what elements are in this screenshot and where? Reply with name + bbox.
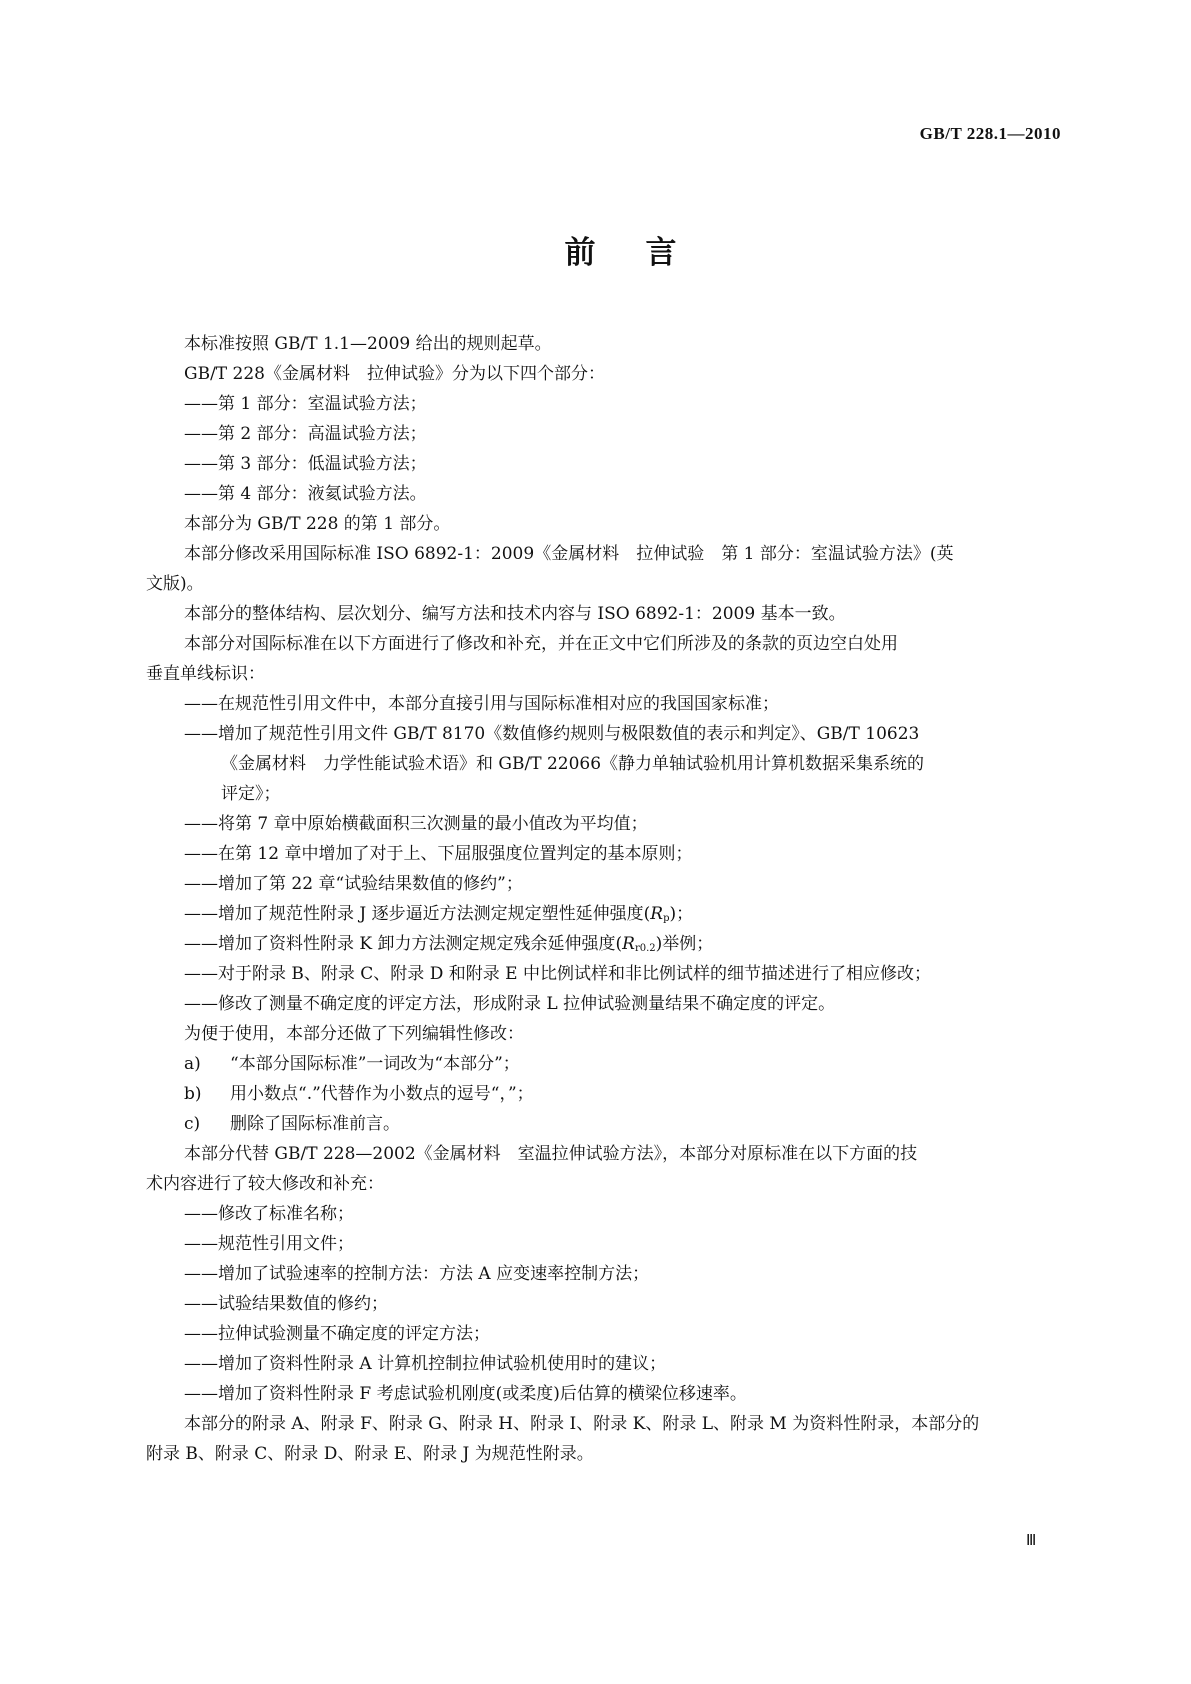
- text-after: )；: [669, 904, 694, 924]
- subscript: r0.2: [634, 943, 656, 954]
- dash-item: [146, 899, 1064, 929]
- list-item: [146, 1079, 1064, 1109]
- dash-item: ——拉伸试验测量不确定度的评定方法；: [184, 1324, 490, 1344]
- paragraph-continuation: 垂直单线标识：: [146, 664, 265, 684]
- list-item-label: a): [184, 1054, 201, 1074]
- paragraph-line: 本部分修改采用国际标准 ISO 6892-1：2009《金属材料 拉伸试验 第 1 部分：室温试验方法》(英: [184, 544, 954, 564]
- list-item-text: “本部分国际标准”一词改为“本部分”；: [230, 1054, 520, 1074]
- dash-item-continuation: 《金属材料 力学性能试验术语》和 GB/T 22066《静力单轴试验机用计算机数据采集系统的: [221, 754, 925, 774]
- document-body: [146, 329, 1064, 1469]
- list-item-text: 用小数点“.”代替作为小数点的逗号“，”；: [230, 1084, 534, 1104]
- dash-item: ——第 4 部分：液氦试验方法。: [184, 484, 427, 504]
- dash-item: ——试验结果数值的修约；: [184, 1294, 388, 1314]
- dash-item: ——第 3 部分：低温试验方法；: [184, 454, 427, 474]
- dash-item: ——在规范性引用文件中，本部分直接引用与国际标准相对应的我国国家标准；: [184, 694, 779, 714]
- dash-item: ——增加了资料性附录 F 考虑试验机刚度(或柔度)后估算的横梁位移速率。: [184, 1384, 747, 1404]
- dash-item: ——将第 7 章中原始横截面积三次测量的最小值改为平均值；: [184, 814, 648, 834]
- paragraph-line: 本部分代替 GB/T 228—2002《金属材料 室温拉伸试验方法》，本部分对原标准在以下方面的技: [184, 1144, 918, 1164]
- paragraph-line: GB/T 228《金属材料 拉伸试验》分为以下四个部分：: [184, 364, 605, 384]
- paragraph-continuation: 术内容进行了较大修改和补充：: [146, 1174, 384, 1194]
- list-item-label: c): [184, 1114, 201, 1134]
- dash-item: ——增加了第 22 章“试验结果数值的修约”；: [184, 874, 523, 894]
- paragraph-line: 本部分为 GB/T 228 的第 1 部分。: [184, 514, 451, 534]
- dash-item: ——规范性引用文件；: [184, 1234, 354, 1254]
- text-before: ——增加了资料性附录 K 卸力方法测定规定残余延伸强度(: [184, 934, 623, 954]
- dash-item: ——增加了试验速率的控制方法：方法 A 应变速率控制方法；: [184, 1264, 650, 1284]
- paragraph-continuation: 文版)。: [146, 574, 204, 594]
- text-after: )举例；: [655, 934, 714, 954]
- symbol: R: [622, 934, 635, 954]
- standard-code: GB/T 228.1—2010: [919, 124, 1061, 143]
- dash-item: ——增加了资料性附录 A 计算机控制拉伸试验机使用时的建议；: [184, 1354, 667, 1374]
- paragraph-continuation: 附录 B、附录 C、附录 D、附录 E、附录 J 为规范性附录。: [146, 1444, 594, 1464]
- paragraph-line: 本标准按照 GB/T 1.1—2009 给出的规则起草。: [184, 334, 552, 354]
- dash-item: ——增加了规范性引用文件 GB/T 8170《数值修约规则与极限数值的表示和判定》、GB/T 10623: [184, 724, 920, 744]
- text-before: ——增加了规范性附录 J 逐步逼近方法测定规定塑性延伸强度(: [184, 904, 651, 924]
- list-item-label: b): [184, 1084, 202, 1104]
- paragraph-line: 本部分的整体结构、层次划分、编写方法和技术内容与 ISO 6892-1：2009 基本一致。: [184, 604, 846, 624]
- symbol: R: [650, 904, 664, 924]
- dash-item: [146, 929, 1064, 959]
- dash-item: ——修改了测量不确定度的评定方法，形成附录 L 拉伸试验测量结果不确定度的评定。: [184, 994, 836, 1014]
- dash-item: ——对于附录 B、附录 C、附录 D 和附录 E 中比例试样和非比例试样的细节描述进行了相应修改；: [184, 964, 931, 984]
- paragraph-line: 本部分的附录 A、附录 F、附录 G、附录 H、附录 I、附录 K、附录 L、附录 M 为资料性附录，本部分的: [184, 1414, 980, 1434]
- subscript: p: [663, 913, 670, 924]
- list-item: [146, 1109, 1064, 1139]
- list-item: [146, 1049, 1064, 1079]
- dash-item-continuation: 评定》；: [221, 784, 281, 804]
- dash-item: ——在第 12 章中增加了对于上、下屈服强度位置判定的基本原则；: [184, 844, 693, 864]
- dash-item: ——修改了标准名称；: [184, 1204, 354, 1224]
- dash-item: ——第 2 部分：高温试验方法；: [184, 424, 427, 444]
- dash-item: ——第 1 部分：室温试验方法；: [184, 394, 427, 414]
- paragraph-line: 为便于使用，本部分还做了下列编辑性修改：: [184, 1024, 524, 1044]
- page-number: Ⅲ: [1026, 1533, 1037, 1549]
- list-item-text: 删除了国际标准前言。: [230, 1114, 400, 1134]
- page-title: 前言: [564, 235, 727, 271]
- paragraph-line: 本部分对国际标准在以下方面进行了修改和补充，并在正文中它们所涉及的条款的页边空白处用: [184, 634, 898, 654]
